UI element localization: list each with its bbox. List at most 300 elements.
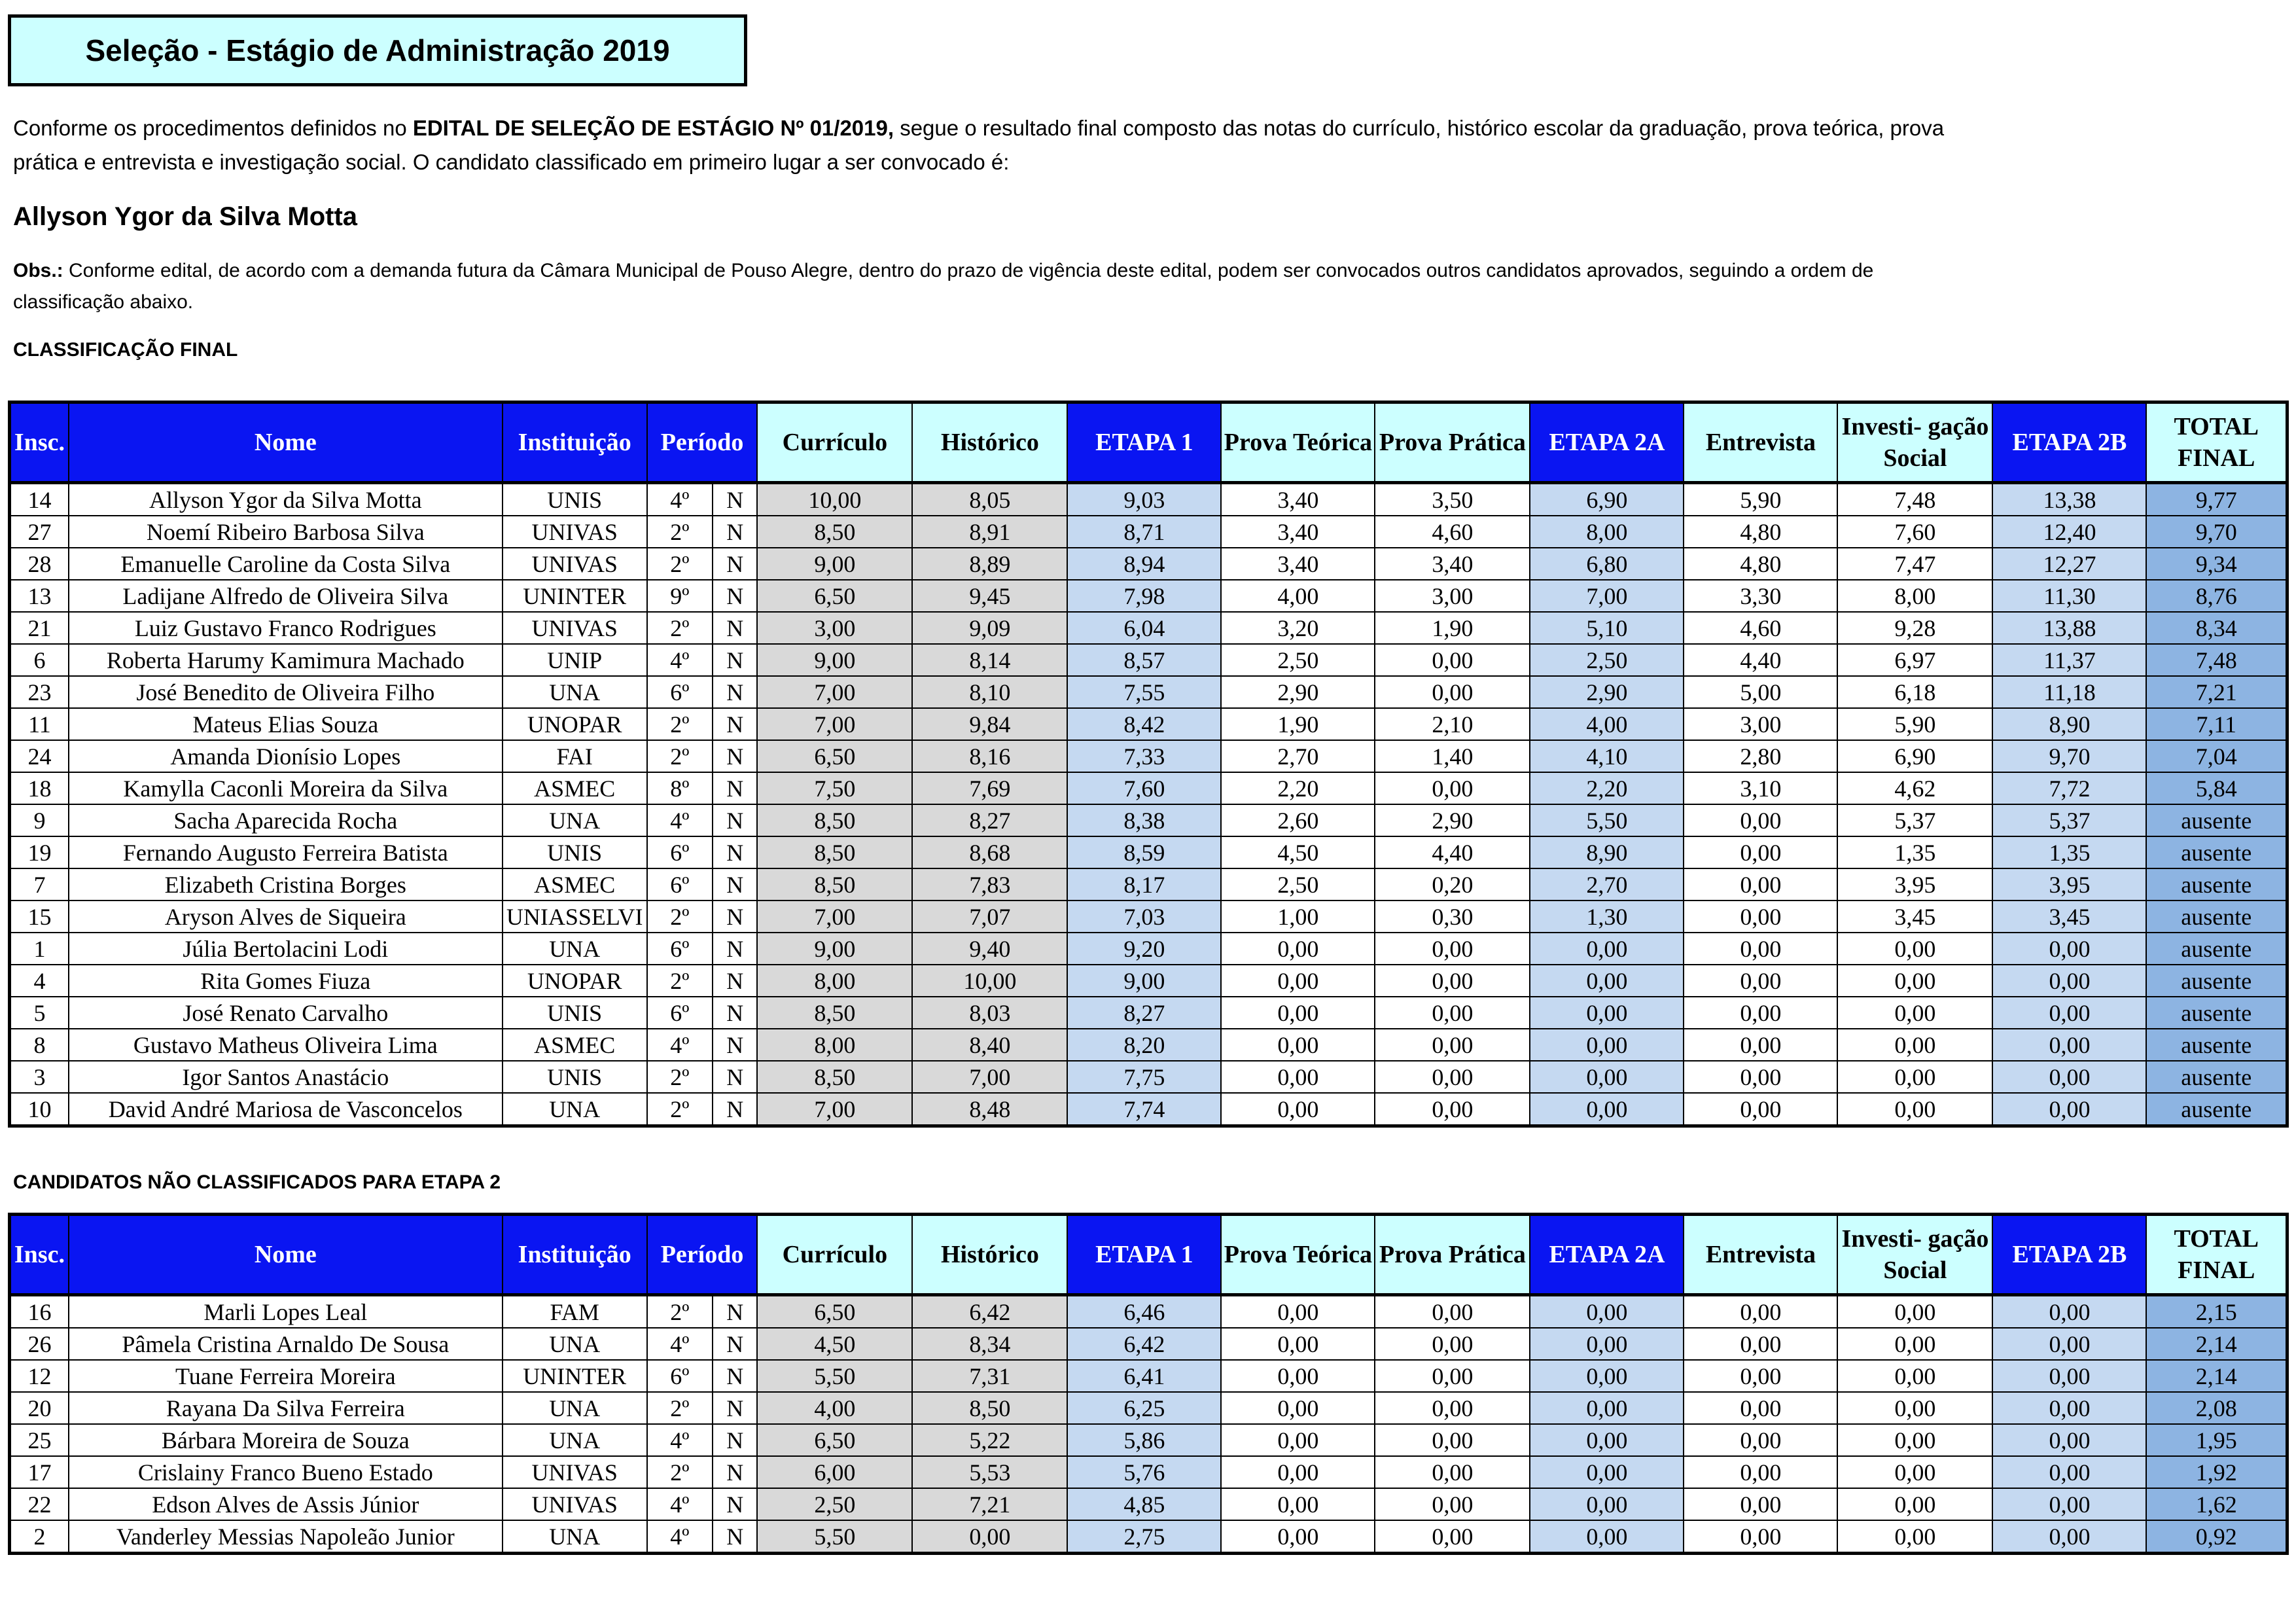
column-header-insc: Insc. [10, 402, 69, 483]
cell-total: 9,70 [2146, 516, 2287, 548]
cell-etapa2b: 11,30 [1992, 580, 2146, 612]
cell-curriculo: 7,00 [757, 1093, 912, 1126]
cell-prova-pratica: 0,00 [1375, 1360, 1530, 1392]
cell-prova-pratica: 0,00 [1375, 1328, 1530, 1360]
table-row [10, 1456, 2287, 1488]
cell-investigacao: 0,00 [1837, 1488, 1992, 1520]
cell-prova-pratica: 1,40 [1375, 740, 1530, 772]
cell-etapa2a: 0,00 [1530, 1029, 1684, 1061]
cell-historico: 5,53 [912, 1456, 1067, 1488]
cell-periodo: 6º [647, 933, 713, 965]
cell-etapa2a: 0,00 [1530, 1424, 1684, 1456]
cell-prova-teorica: 0,00 [1221, 1061, 1375, 1093]
cell-etapa2b: 9,70 [1992, 740, 2146, 772]
cell-periodo: 4º [647, 1328, 713, 1360]
cell-historico: 9,40 [912, 933, 1067, 965]
cell-historico: 8,40 [912, 1029, 1067, 1061]
cell-insc: 8 [10, 1029, 69, 1061]
cell-insc: 7 [10, 868, 69, 901]
cell-nome: Ladijane Alfredo de Oliveira Silva [69, 580, 503, 612]
cell-prova-pratica: 0,00 [1375, 1424, 1530, 1456]
cell-insc: 13 [10, 580, 69, 612]
cell-insc: 15 [10, 901, 69, 933]
cell-historico: 5,22 [912, 1424, 1067, 1456]
cell-investigacao: 7,47 [1837, 548, 1992, 580]
cell-etapa2b: 0,00 [1992, 1424, 2146, 1456]
table-row [10, 740, 2287, 772]
cell-instituicao: ASMEC [503, 868, 647, 901]
column-header-periodo: Período [647, 1215, 758, 1295]
cell-insc: 10 [10, 1093, 69, 1126]
cell-prova-teorica: 0,00 [1221, 1520, 1375, 1554]
cell-periodo: 2º [647, 708, 713, 740]
column-header-historico: Histórico [912, 1215, 1067, 1295]
intro-paragraph [13, 111, 1976, 179]
cell-turno: N [713, 1392, 757, 1424]
cell-prova-teorica: 2,90 [1221, 676, 1375, 708]
cell-investigacao: 0,00 [1837, 1061, 1992, 1093]
cell-etapa2a: 2,90 [1530, 676, 1684, 708]
column-header-prova-teorica: Prova Teórica [1221, 402, 1375, 483]
cell-nome: Luiz Gustavo Franco Rodrigues [69, 612, 503, 644]
cell-etapa2a: 5,50 [1530, 804, 1684, 836]
table-row [10, 1029, 2287, 1061]
cell-investigacao: 0,00 [1837, 1392, 1992, 1424]
column-header-curriculo: Currículo [757, 1215, 912, 1295]
cell-nome: Elizabeth Cristina Borges [69, 868, 503, 901]
cell-instituicao: FAI [503, 740, 647, 772]
cell-total: ausente [2146, 1093, 2287, 1126]
cell-instituicao: UNA [503, 933, 647, 965]
cell-nome: Tuane Ferreira Moreira [69, 1360, 503, 1392]
cell-investigacao: 0,00 [1837, 1424, 1992, 1456]
cell-insc: 6 [10, 644, 69, 676]
cell-investigacao: 7,48 [1837, 483, 1992, 516]
cell-periodo: 2º [647, 1093, 713, 1126]
cell-curriculo: 2,50 [757, 1488, 912, 1520]
cell-turno: N [713, 965, 757, 997]
cell-curriculo: 8,50 [757, 516, 912, 548]
cell-insc: 23 [10, 676, 69, 708]
cell-historico: 8,50 [912, 1392, 1067, 1424]
cell-instituicao: UNOPAR [503, 708, 647, 740]
cell-instituicao: UNIVAS [503, 516, 647, 548]
cell-etapa2b: 11,37 [1992, 644, 2146, 676]
cell-prova-teorica: 2,50 [1221, 868, 1375, 901]
cell-etapa1: 9,00 [1067, 965, 1221, 997]
cell-turno: N [713, 1061, 757, 1093]
nao-classificados-body [10, 1295, 2287, 1554]
cell-instituicao: UNOPAR [503, 965, 647, 997]
cell-periodo: 4º [647, 1029, 713, 1061]
cell-curriculo: 8,50 [757, 804, 912, 836]
section-title-nao-classificados: CANDIDATOS NÃO CLASSIFICADOS PARA ETAPA 2 [13, 1171, 501, 1193]
cell-etapa2a: 0,00 [1530, 1488, 1684, 1520]
cell-investigacao: 3,45 [1837, 901, 1992, 933]
cell-curriculo: 8,00 [757, 1029, 912, 1061]
table-row [10, 1392, 2287, 1424]
cell-investigacao: 6,97 [1837, 644, 1992, 676]
cell-nome: Roberta Harumy Kamimura Machado [69, 644, 503, 676]
cell-etapa1: 5,86 [1067, 1424, 1221, 1456]
table-row [10, 483, 2287, 516]
cell-etapa2a: 0,00 [1530, 1328, 1684, 1360]
cell-periodo: 2º [647, 1456, 713, 1488]
cell-curriculo: 6,50 [757, 580, 912, 612]
cell-instituicao: UNA [503, 1328, 647, 1360]
cell-prova-teorica: 0,00 [1221, 965, 1375, 997]
cell-periodo: 2º [647, 1392, 713, 1424]
cell-entrevista: 0,00 [1684, 1360, 1837, 1392]
cell-historico: 8,10 [912, 676, 1067, 708]
cell-prova-teorica: 0,00 [1221, 1392, 1375, 1424]
column-header-etapa2b: ETAPA 2B [1992, 402, 2146, 483]
cell-instituicao: UNIVAS [503, 612, 647, 644]
cell-etapa2b: 0,00 [1992, 1360, 2146, 1392]
cell-etapa2b: 0,00 [1992, 1456, 2146, 1488]
cell-historico: 7,83 [912, 868, 1067, 901]
table-row [10, 804, 2287, 836]
cell-historico: 8,27 [912, 804, 1067, 836]
cell-etapa1: 8,94 [1067, 548, 1221, 580]
cell-etapa2b: 1,35 [1992, 836, 2146, 868]
cell-investigacao: 0,00 [1837, 933, 1992, 965]
cell-prova-pratica: 4,40 [1375, 836, 1530, 868]
cell-curriculo: 8,50 [757, 997, 912, 1029]
cell-historico: 7,69 [912, 772, 1067, 804]
cell-prova-teorica: 0,00 [1221, 1093, 1375, 1126]
cell-total: ausente [2146, 836, 2287, 868]
table-row [10, 516, 2287, 548]
cell-nome: Kamylla Caconli Moreira da Silva [69, 772, 503, 804]
cell-etapa1: 7,60 [1067, 772, 1221, 804]
table-row [10, 997, 2287, 1029]
cell-prova-teorica: 2,60 [1221, 804, 1375, 836]
cell-turno: N [713, 1029, 757, 1061]
cell-etapa2b: 0,00 [1992, 997, 2146, 1029]
cell-instituicao: UNIVAS [503, 1488, 647, 1520]
cell-curriculo: 4,00 [757, 1392, 912, 1424]
cell-instituicao: UNIASSELVI [503, 901, 647, 933]
cell-etapa2b: 0,00 [1992, 1093, 2146, 1126]
classificacao-table [8, 401, 2289, 1128]
cell-instituicao: UNIS [503, 483, 647, 516]
cell-nome: Marli Lopes Leal [69, 1295, 503, 1329]
cell-curriculo: 8,50 [757, 836, 912, 868]
cell-periodo: 2º [647, 901, 713, 933]
cell-total: ausente [2146, 965, 2287, 997]
cell-entrevista: 0,00 [1684, 836, 1837, 868]
column-header-nome: Nome [69, 1215, 503, 1295]
cell-turno: N [713, 1328, 757, 1360]
cell-nome: Júlia Bertolacini Lodi [69, 933, 503, 965]
cell-prova-pratica: 3,50 [1375, 483, 1530, 516]
cell-etapa2b: 0,00 [1992, 1029, 2146, 1061]
cell-entrevista: 0,00 [1684, 965, 1837, 997]
cell-prova-teorica: 0,00 [1221, 997, 1375, 1029]
cell-prova-pratica: 0,00 [1375, 965, 1530, 997]
cell-etapa2a: 0,00 [1530, 1061, 1684, 1093]
cell-etapa1: 8,59 [1067, 836, 1221, 868]
cell-insc: 25 [10, 1424, 69, 1456]
cell-historico: 7,21 [912, 1488, 1067, 1520]
table-row [10, 612, 2287, 644]
cell-turno: N [713, 516, 757, 548]
column-header-etapa1: ETAPA 1 [1067, 1215, 1221, 1295]
cell-nome: Vanderley Messias Napoleão Junior [69, 1520, 503, 1554]
cell-entrevista: 0,00 [1684, 1392, 1837, 1424]
cell-turno: N [713, 1295, 757, 1329]
cell-etapa2b: 3,45 [1992, 901, 2146, 933]
cell-prova-teorica: 3,40 [1221, 483, 1375, 516]
cell-periodo: 6º [647, 868, 713, 901]
column-header-etapa2a: ETAPA 2A [1530, 402, 1684, 483]
cell-entrevista: 4,60 [1684, 612, 1837, 644]
table-row [10, 933, 2287, 965]
cell-historico: 7,00 [912, 1061, 1067, 1093]
cell-insc: 17 [10, 1456, 69, 1488]
table-row [10, 772, 2287, 804]
cell-etapa2a: 4,00 [1530, 708, 1684, 740]
cell-etapa1: 8,20 [1067, 1029, 1221, 1061]
cell-curriculo: 8,50 [757, 1061, 912, 1093]
table-row [10, 1488, 2287, 1520]
cell-periodo: 4º [647, 1488, 713, 1520]
cell-prova-teorica: 4,50 [1221, 836, 1375, 868]
cell-etapa2b: 3,95 [1992, 868, 2146, 901]
cell-total: ausente [2146, 1061, 2287, 1093]
cell-entrevista: 0,00 [1684, 933, 1837, 965]
cell-investigacao: 7,60 [1837, 516, 1992, 548]
cell-periodo: 6º [647, 676, 713, 708]
cell-total: 9,77 [2146, 483, 2287, 516]
table-row [10, 708, 2287, 740]
cell-nome: Fernando Augusto Ferreira Batista [69, 836, 503, 868]
cell-total: ausente [2146, 997, 2287, 1029]
cell-entrevista: 0,00 [1684, 1093, 1837, 1126]
cell-insc: 24 [10, 740, 69, 772]
cell-total: 2,08 [2146, 1392, 2287, 1424]
cell-investigacao: 6,18 [1837, 676, 1992, 708]
cell-historico: 7,07 [912, 901, 1067, 933]
cell-total: 0,92 [2146, 1520, 2287, 1554]
nao-classificados-table [8, 1213, 2289, 1555]
cell-prova-pratica: 0,00 [1375, 676, 1530, 708]
cell-insc: 19 [10, 836, 69, 868]
cell-insc: 26 [10, 1328, 69, 1360]
cell-prova-teorica: 3,40 [1221, 548, 1375, 580]
cell-nome: Emanuelle Caroline da Costa Silva [69, 548, 503, 580]
cell-prova-pratica: 3,00 [1375, 580, 1530, 612]
cell-curriculo: 5,50 [757, 1520, 912, 1554]
cell-insc: 22 [10, 1488, 69, 1520]
cell-etapa2a: 0,00 [1530, 997, 1684, 1029]
cell-entrevista: 0,00 [1684, 1029, 1837, 1061]
cell-turno: N [713, 997, 757, 1029]
cell-instituicao: UNIS [503, 836, 647, 868]
cell-etapa2a: 5,10 [1530, 612, 1684, 644]
cell-prova-teorica: 0,00 [1221, 1328, 1375, 1360]
cell-etapa2a: 2,20 [1530, 772, 1684, 804]
cell-etapa2a: 6,80 [1530, 548, 1684, 580]
cell-prova-pratica: 0,00 [1375, 1093, 1530, 1126]
cell-etapa2b: 0,00 [1992, 1520, 2146, 1554]
cell-insc: 21 [10, 612, 69, 644]
cell-prova-pratica: 0,00 [1375, 1029, 1530, 1061]
cell-periodo: 2º [647, 548, 713, 580]
cell-historico: 8,03 [912, 997, 1067, 1029]
column-header-prova-teorica: Prova Teórica [1221, 1215, 1375, 1295]
cell-prova-teorica: 0,00 [1221, 1488, 1375, 1520]
cell-historico: 8,89 [912, 548, 1067, 580]
cell-instituicao: UNA [503, 1093, 647, 1126]
cell-curriculo: 7,00 [757, 676, 912, 708]
cell-prova-pratica: 0,00 [1375, 1488, 1530, 1520]
cell-historico: 8,91 [912, 516, 1067, 548]
cell-investigacao: 6,90 [1837, 740, 1992, 772]
cell-entrevista: 3,10 [1684, 772, 1837, 804]
cell-nome: Mateus Elias Souza [69, 708, 503, 740]
cell-nome: Crislainy Franco Bueno Estado [69, 1456, 503, 1488]
cell-periodo: 6º [647, 1360, 713, 1392]
cell-etapa2b: 0,00 [1992, 1295, 2146, 1329]
cell-periodo: 4º [647, 1424, 713, 1456]
cell-instituicao: UNA [503, 676, 647, 708]
cell-total: 7,48 [2146, 644, 2287, 676]
cell-historico: 8,05 [912, 483, 1067, 516]
column-header-total: TOTAL FINAL [2146, 1215, 2287, 1295]
cell-prova-teorica: 3,20 [1221, 612, 1375, 644]
cell-insc: 3 [10, 1061, 69, 1093]
cell-periodo: 2º [647, 1295, 713, 1329]
cell-etapa1: 8,17 [1067, 868, 1221, 901]
cell-total: 2,14 [2146, 1328, 2287, 1360]
cell-etapa2b: 0,00 [1992, 1061, 2146, 1093]
cell-curriculo: 10,00 [757, 483, 912, 516]
cell-entrevista: 5,90 [1684, 483, 1837, 516]
cell-etapa1: 5,76 [1067, 1456, 1221, 1488]
cell-insc: 18 [10, 772, 69, 804]
cell-etapa2a: 2,50 [1530, 644, 1684, 676]
cell-etapa2b: 0,00 [1992, 965, 2146, 997]
cell-nome: Amanda Dionísio Lopes [69, 740, 503, 772]
column-header-total: TOTAL FINAL [2146, 402, 2287, 483]
cell-insc: 9 [10, 804, 69, 836]
cell-investigacao: 1,35 [1837, 836, 1992, 868]
cell-periodo: 2º [647, 612, 713, 644]
cell-periodo: 9º [647, 580, 713, 612]
table-header-row [10, 402, 2287, 483]
cell-etapa2a: 8,00 [1530, 516, 1684, 548]
cell-turno: N [713, 483, 757, 516]
cell-turno: N [713, 772, 757, 804]
cell-investigacao: 0,00 [1837, 997, 1992, 1029]
cell-historico: 0,00 [912, 1520, 1067, 1554]
cell-prova-pratica: 0,00 [1375, 1295, 1530, 1329]
cell-turno: N [713, 1456, 757, 1488]
cell-prova-teorica: 3,40 [1221, 516, 1375, 548]
column-header-prova-pratica: Prova Prática [1375, 1215, 1530, 1295]
cell-total: 1,92 [2146, 1456, 2287, 1488]
cell-entrevista: 0,00 [1684, 1488, 1837, 1520]
cell-entrevista: 0,00 [1684, 1424, 1837, 1456]
table-row [10, 644, 2287, 676]
cell-etapa1: 6,04 [1067, 612, 1221, 644]
cell-turno: N [713, 1093, 757, 1126]
cell-etapa1: 7,33 [1067, 740, 1221, 772]
cell-investigacao: 0,00 [1837, 1456, 1992, 1488]
cell-prova-pratica: 0,00 [1375, 772, 1530, 804]
cell-nome: Bárbara Moreira de Souza [69, 1424, 503, 1456]
cell-entrevista: 5,00 [1684, 676, 1837, 708]
table-row [10, 1295, 2287, 1329]
cell-instituicao: UNA [503, 1520, 647, 1554]
cell-periodo: 4º [647, 644, 713, 676]
cell-entrevista: 4,40 [1684, 644, 1837, 676]
cell-insc: 28 [10, 548, 69, 580]
cell-turno: N [713, 580, 757, 612]
cell-total: ausente [2146, 868, 2287, 901]
cell-entrevista: 3,00 [1684, 708, 1837, 740]
cell-etapa2a: 0,00 [1530, 1392, 1684, 1424]
cell-etapa2b: 11,18 [1992, 676, 2146, 708]
column-header-entrevista: Entrevista [1684, 402, 1837, 483]
classificacao-body [10, 483, 2287, 1126]
cell-turno: N [713, 901, 757, 933]
cell-instituicao: UNIVAS [503, 1456, 647, 1488]
cell-entrevista: 0,00 [1684, 1328, 1837, 1360]
cell-curriculo: 7,00 [757, 708, 912, 740]
cell-historico: 9,84 [912, 708, 1067, 740]
cell-etapa1: 9,03 [1067, 483, 1221, 516]
cell-etapa2b: 13,38 [1992, 483, 2146, 516]
cell-entrevista: 4,80 [1684, 548, 1837, 580]
cell-instituicao: UNIP [503, 644, 647, 676]
cell-etapa2b: 5,37 [1992, 804, 2146, 836]
edital-reference: EDITAL DE SELEÇÃO DE ESTÁGIO Nº 01/2019, [412, 116, 894, 140]
cell-insc: 5 [10, 997, 69, 1029]
cell-historico: 7,31 [912, 1360, 1067, 1392]
cell-insc: 14 [10, 483, 69, 516]
cell-historico: 9,09 [912, 612, 1067, 644]
column-header-historico: Histórico [912, 402, 1067, 483]
column-header-investigacao: Investi- gação Social [1837, 1215, 1992, 1295]
cell-curriculo: 6,50 [757, 1295, 912, 1329]
cell-prova-pratica: 0,20 [1375, 868, 1530, 901]
cell-historico: 10,00 [912, 965, 1067, 997]
cell-prova-pratica: 0,00 [1375, 997, 1530, 1029]
cell-prova-pratica: 0,00 [1375, 644, 1530, 676]
cell-periodo: 4º [647, 1520, 713, 1554]
cell-prova-teorica: 0,00 [1221, 1295, 1375, 1329]
cell-prova-teorica: 2,70 [1221, 740, 1375, 772]
cell-prova-teorica: 2,50 [1221, 644, 1375, 676]
cell-etapa1: 2,75 [1067, 1520, 1221, 1554]
cell-turno: N [713, 1488, 757, 1520]
section-title-classificacao: CLASSIFICAÇÃO FINAL [13, 339, 238, 361]
cell-nome: José Benedito de Oliveira Filho [69, 676, 503, 708]
cell-periodo: 2º [647, 740, 713, 772]
cell-turno: N [713, 676, 757, 708]
cell-etapa2a: 0,00 [1530, 1093, 1684, 1126]
cell-turno: N [713, 644, 757, 676]
cell-historico: 8,14 [912, 644, 1067, 676]
cell-investigacao: 8,00 [1837, 580, 1992, 612]
cell-periodo: 4º [647, 483, 713, 516]
cell-prova-pratica: 0,00 [1375, 1061, 1530, 1093]
cell-etapa2a: 0,00 [1530, 933, 1684, 965]
cell-nome: Allyson Ygor da Silva Motta [69, 483, 503, 516]
